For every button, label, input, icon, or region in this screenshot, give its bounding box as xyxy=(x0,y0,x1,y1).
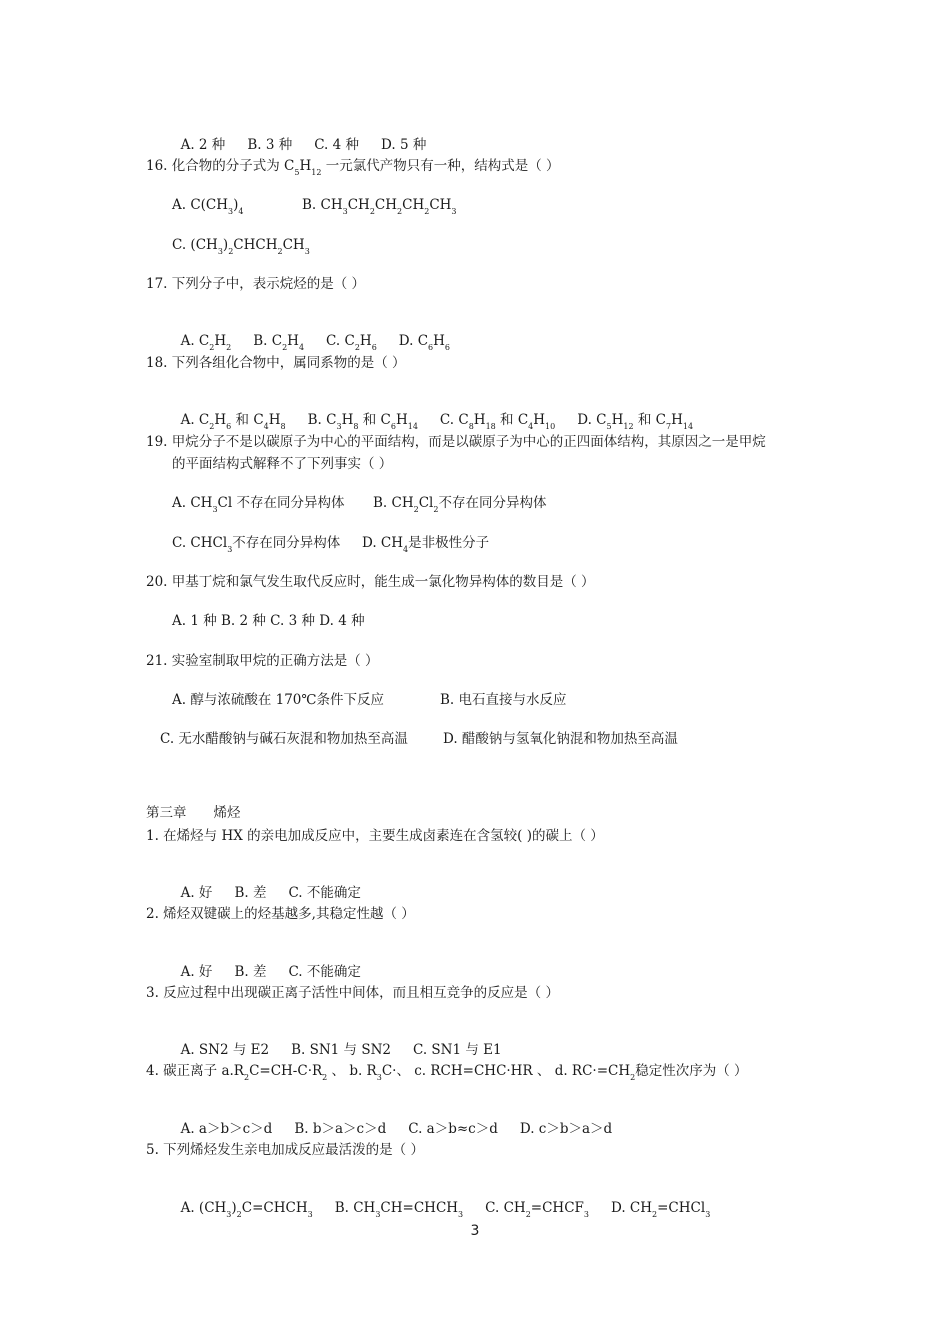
ch3-q5-options xyxy=(172,1181,732,1217)
q18-option-c: C. $C_8H_{18}$ 和 $C_4H_{10}$ xyxy=(439,412,556,431)
q19-stem-line2: 的平面结构式解释不了下列事实（ ） xyxy=(172,456,393,472)
q20-options: A. 1 种 B. 2 种 C. 3 种 D. 4 种 xyxy=(172,613,365,629)
q19-option-b: B. $CH_2Cl_2$不存在同分异构体 xyxy=(373,495,547,514)
ch3-q4-option-d: D. c＞b＞a＞d xyxy=(519,1121,613,1137)
ch3-q1-stem: 1. 在烯烃与 HX 的亲电加成反应中，主要生成卤素连在含氢较( )的碳上（ ） xyxy=(146,828,604,844)
ch3-q1-option-a: A. 好 xyxy=(180,885,213,901)
q16-stem: 16. 化合物的分子式为 $C_5H_{12}$ 一元氯代产物只有一种，结构式是（ ） xyxy=(146,158,560,177)
ch3-q5-option-a: A. $(CH_3)_2C=CHCH_3$ xyxy=(180,1200,313,1219)
ch3-q2-option-c: C. 不能确定 xyxy=(288,964,361,980)
ch3-q4-option-b: B. b＞a＞c＞d xyxy=(294,1121,387,1137)
ch3-q4-option-a: A. a＞b＞c＞d xyxy=(180,1121,273,1137)
ch3-q4-option-c: C. a＞b≈c＞d xyxy=(408,1121,498,1137)
ch3-q3-option-b: B. SN1 与 SN2 xyxy=(291,1042,391,1058)
page-number: 3 xyxy=(470,1223,480,1239)
ch3-q3-options xyxy=(172,1023,524,1059)
q21-option-c: C. 无水醋酸钠与碱石灰混和物加热至高温 xyxy=(160,731,408,747)
q20-stem: 20. 甲基丁烷和氯气发生取代反应时，能生成一氯化物异构体的数目是（ ） xyxy=(146,574,595,590)
q18-stem: 18. 下列各组化合物中，属同系物的是（ ） xyxy=(146,355,406,371)
q18-options xyxy=(172,393,715,429)
ch3-q5-stem: 5. 下列烯烃发生亲电加成反应最活泼的是（ ） xyxy=(146,1142,424,1158)
q17-option-b: B. $C_2H_4$ xyxy=(253,333,305,352)
q17-option-a: A. $C_2H_2$ xyxy=(180,333,232,352)
ch3-q3-option-a: A. SN2 与 E2 xyxy=(180,1042,270,1058)
q21-stem: 21. 实验室制取甲烷的正确方法是（ ） xyxy=(146,653,379,669)
q17-options xyxy=(172,314,472,350)
q15-option-c: C. 4 种 xyxy=(314,137,360,153)
q19-stem-line1: 19. 甲烷分子不是以碳原子为中心的平面结构，而是以碳原子为中心的正四面体结构，其原因之一是甲烷 xyxy=(146,434,766,450)
q19-option-a: A. $CH_3Cl$ 不存在同分异构体 xyxy=(172,495,345,514)
ch3-q1-option-b: B. 差 xyxy=(234,885,267,901)
q15-option-b: B. 3 种 xyxy=(247,137,293,153)
q16-option-c: C. $(CH_3)_2CHCH_2CH_3$ xyxy=(172,237,310,256)
ch3-q3-stem: 3. 反应过程中出现碳正离子活性中间体，而且相互竞争的反应是（ ） xyxy=(146,985,559,1001)
q18-option-d: D. $C_5H_{12}$ 和 $C_7H_{14}$ xyxy=(577,412,694,431)
q19-option-c: C. CHCl$_3$不存在同分异构体 xyxy=(172,535,341,554)
ch3-q2-options xyxy=(172,945,383,981)
ch3-q2-option-a: A. 好 xyxy=(180,964,213,980)
q15-option-a: A. 2 种 xyxy=(180,137,226,153)
q15-options xyxy=(172,118,448,154)
q21-option-b: B. 电石直接与水反应 xyxy=(440,692,567,708)
ch3-q5-option-c: C. $CH_2=CHCF_3$ xyxy=(485,1200,589,1219)
chapter-heading: 第三章 烯烃 xyxy=(146,805,241,821)
q18-option-b: B. $C_3H_8$ 和 $C_6H_{14}$ xyxy=(307,412,418,431)
q17-option-c: C. $C_2H_6$ xyxy=(326,333,377,352)
ch3-q2-option-b: B. 差 xyxy=(234,964,267,980)
ch3-q1-options xyxy=(172,866,383,902)
q18-option-a: A. $C_2H_6$ 和 $C_4H_8$ xyxy=(180,412,286,431)
ch3-q3-option-c: C. SN1 与 E1 xyxy=(413,1042,502,1058)
ch3-q4-options xyxy=(172,1102,634,1138)
ch3-q4-stem: 4. 碳正离子 $a.R_2C=CH-C\cdot R_2$ 、 b. $R_3C\cdot$、 c. RCH=CHC·HR 、 d. $RC\cdot=CH_2$稳定性次序为（ ） xyxy=(146,1063,748,1082)
q17-option-d: D. $C_6H_6$ xyxy=(398,333,451,352)
q16-option-b: B. $CH_3CH_2CH_2CH_2CH_3$ xyxy=(302,197,457,216)
ch3-q1-option-c: C. 不能确定 xyxy=(288,885,361,901)
q17-stem: 17. 下列分子中，表示烷烃的是（ ） xyxy=(146,276,366,292)
q16-option-a: A. $C(CH_3)_4$ xyxy=(172,197,244,216)
q15-option-d: D. 5 种 xyxy=(381,137,427,153)
q21-option-d: D. 醋酸钠与氢氧化钠混和物加热至高温 xyxy=(443,731,678,747)
q21-option-a: A. 醇与浓硫酸在 170℃条件下反应 xyxy=(172,692,384,708)
q19-option-d: D. $CH_4$是非极性分子 xyxy=(362,535,490,554)
ch3-q2-stem: 2. 烯烃双键碳上的烃基越多,其稳定性越（ ） xyxy=(146,906,415,922)
ch3-q5-option-b: B. $CH_3CH=CHCH_3$ xyxy=(334,1200,464,1219)
ch3-q5-option-d: D. $CH_2=CHCl_3$ xyxy=(611,1200,711,1219)
